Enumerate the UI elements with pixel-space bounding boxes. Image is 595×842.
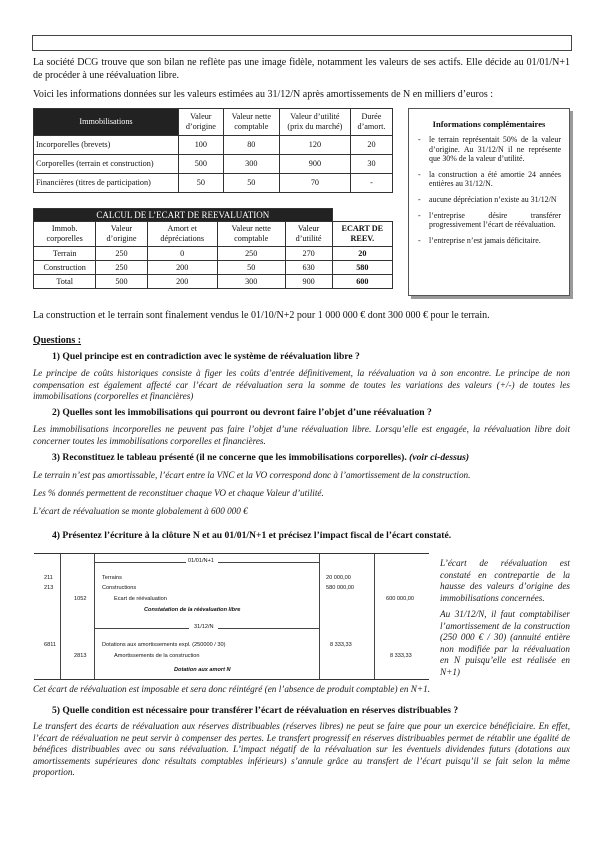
entry-label: Amortissements de la construction [114,653,200,659]
cell: 30 [350,155,392,174]
table-row [34,155,393,174]
answer-4-fiscal: Cet écart de réévaluation est imposable et sera donc réintégré (en l’absence de produit comptable) en N+1. [33,684,430,694]
col-header: Immobilisations [34,109,179,136]
entry-label: Constructions [102,585,137,591]
questions-heading: Questions : [33,335,82,346]
col-header: Valeur nette comptable [223,109,279,136]
col-header: Amort et dépréciations [147,222,217,247]
cell: 500 [96,275,147,289]
debit-amount: 8 333,33 [330,642,352,648]
cell: 630 [285,261,332,275]
valuation-table [33,108,393,193]
answer-5: Le transfert des écarts de réévaluation aux réserves distribuables (réserves libres) ne peut se faire que pour un exercice bénéficiaire. En effet, l’écart de réévaluation ne peut servir à compenser des pertes. Le transfert progressif en réserves distribuables permet de rétablir une égalité de bénéfices distribuables avec ou sans réévaluation. L’impact négatif de la réévaluation sur les éventuels dividendes futurs (dotations aux amortissements supérieures donc résultats comptables inférieurs) s’annule grâce au transfert de l’écart puisqu’il se fait selon la même proportion. [33,721,570,777]
cell: 270 [285,247,332,261]
entry-date: 01/01/N+1 [188,558,214,564]
cell: 580 [332,261,392,275]
info-box [408,108,570,296]
cell: Financières (titres de participation) [34,174,179,193]
question-3-ref: (voir ci-dessus) [409,452,470,463]
entry-caption: Dotation aux amort N [174,667,231,673]
entry-date: 31/12/N [194,624,214,630]
cell: 20 [332,247,392,261]
cell: 900 [285,275,332,289]
entry-caption: Constatation de la réévaluation libre [144,607,241,613]
cell: - [350,174,392,193]
cell: 120 [279,136,350,155]
account-number: 211 [44,575,53,581]
table-row [34,174,393,193]
info-list [409,135,569,245]
list-item: - l’entreprise désire transférer progressivement l’écart de réévaluation. [429,211,561,230]
cell: 300 [217,275,285,289]
cell: 70 [279,174,350,193]
credit-amount: 600 000,00 [386,596,414,602]
answer-3-line-3: L’écart de réévaluation se monte globalement à 600 000 € [33,506,248,516]
cell: Incorporelles (brevets) [34,136,179,155]
cell: 50 [223,174,279,193]
intro-values-paragraph: Voici les informations données sur les valeurs estimées au 31/12/N après amortissements de N en milliers d’euros : [33,89,493,100]
cell: Corporelles (terrain et construction) [34,155,179,174]
side-note-1: L’écart de réévaluation est constaté en contrepartie de la hausse des valeurs d’origine des immobilisations concernées. [440,558,570,603]
col-header: Immob. corporelles [34,222,96,247]
account-number: 6811 [44,642,57,648]
header-box [32,35,572,51]
cell: 600 [332,275,392,289]
question-1: 1) Quel principe est en contradiction avec le système de réévaluation libre ? [52,351,360,362]
entry-label: Dotations aux amortissements expl. (250000 / 30) [102,642,226,648]
table-row [34,136,393,155]
answer-3-line-2: Les % donnés permettent de reconstituer chaque VO et chaque Valeur d’utilité. [33,488,324,498]
question-2: 2) Quelles sont les immobilisations qui pourront ou devront faire l’objet d’une réévaluation ? [52,407,432,418]
list-item: - aucune dépréciation n’existe au 31/12/N [429,195,561,205]
cell: 200 [147,275,217,289]
question-5: 5) Quelle condition est nécessaire pour transférer l’écart de réévaluation en réserves distribuables ? [52,705,459,716]
col-header: Valeur d’utilité [285,222,332,247]
entry-label: Terrains [102,575,122,581]
cell: Terrain [34,247,96,261]
answer-3-line-1: Le terrain n’est pas amortissable, l’écart entre la VNC et la VO correspond donc à l’amortissement de la construction. [33,470,471,480]
col-header: Valeur d’utilité (prix du marché) [279,109,350,136]
cell: 300 [223,155,279,174]
reevaluation-table [33,208,393,289]
answer-2: Les immobilisations incorporelles ne peuvent pas faire l’objet d’une réévaluation libre. Lorsqu’elle est engagée, la réévaluation libre doit concerner toutes les immobilisations corporelles et financières. [33,424,570,446]
sale-paragraph: La construction et le terrain sont finalement vendus le 01/10/N+2 pour 1 000 000 € dont 300 000 € pour le terrain. [33,310,490,321]
list-item: - le terrain représentait 50% de la valeur d’origine. Au 31/12/N il ne représente que 30% de la valeur d’utilité. [429,135,561,164]
credit-amount: 8 333,33 [390,653,412,659]
cell: 500 [179,155,224,174]
cell: 250 [96,261,147,275]
col-header: Valeur d’origine [179,109,224,136]
table-row [34,247,393,261]
account-number: 213 [44,585,54,591]
cell: 0 [147,247,217,261]
col-header: Valeur nette comptable [217,222,285,247]
debit-amount: 580 000,00 [326,585,354,591]
list-item: - la construction a été amortie 24 années entières au 31/12/N. [429,170,561,189]
cell: 80 [223,136,279,155]
cell: 50 [217,261,285,275]
side-note-2: Au 31/12/N, il faut comptabiliser l’amortissement de la construction (250 000 € / 30) (annuité entière non modifiée par la réévaluation en N puisqu’elle est réalisée en N+1) [440,609,570,677]
journal-entries [34,553,429,680]
cell: Construction [34,261,96,275]
debit-amount: 20 000,00 [326,575,351,581]
cell: 100 [179,136,224,155]
question-3: 3) Reconstituez le tableau présenté (il ne concerne que les immobilisations corporelles). (voir ci-dessus) [52,452,470,463]
reevaluation-table-title: CALCUL DE L’ECART DE REEVALUATION [34,209,333,222]
entry-label: Ecart de réévaluation [114,596,167,602]
col-header: ECART DE REEV. [332,222,392,247]
account-number: 2813 [74,653,87,659]
table-row [34,275,393,289]
cell: 200 [147,261,217,275]
cell: 20 [350,136,392,155]
question-4: 4) Présentez l’écriture à la clôture N et au 01/01/N+1 et précisez l’impact fiscal de l’écart constaté. [52,530,452,541]
account-number: 1052 [74,596,87,602]
col-header: Valeur d’origine [96,222,147,247]
col-header: Durée d’amort. [350,109,392,136]
table-row [34,261,393,275]
cell: Total [34,275,96,289]
cell: 250 [217,247,285,261]
info-box-title: Informations complémentaires [432,119,546,129]
cell: 900 [279,155,350,174]
cell: 250 [96,247,147,261]
answer-1: Le principe de coûts historiques consiste à figer les coûts d’entrée définitivement, la réévaluation va à son encontre. Le principe de non compensation est également affecté car l’écart de réévaluation sera la somme de toutes les variations des valeurs (+/-) de toutes les immobilisations (corporelles et financières) [33,368,570,401]
cell: 50 [179,174,224,193]
intro-paragraph: La société DCG trouve que son bilan ne reflète pas une image fidèle, notamment les valeurs de ses actifs. Elle décide au 01/01/N+1 de procéder à une réévaluation libre. [33,57,570,81]
list-item: - l’entreprise n’est jamais déficitaire. [429,236,561,246]
